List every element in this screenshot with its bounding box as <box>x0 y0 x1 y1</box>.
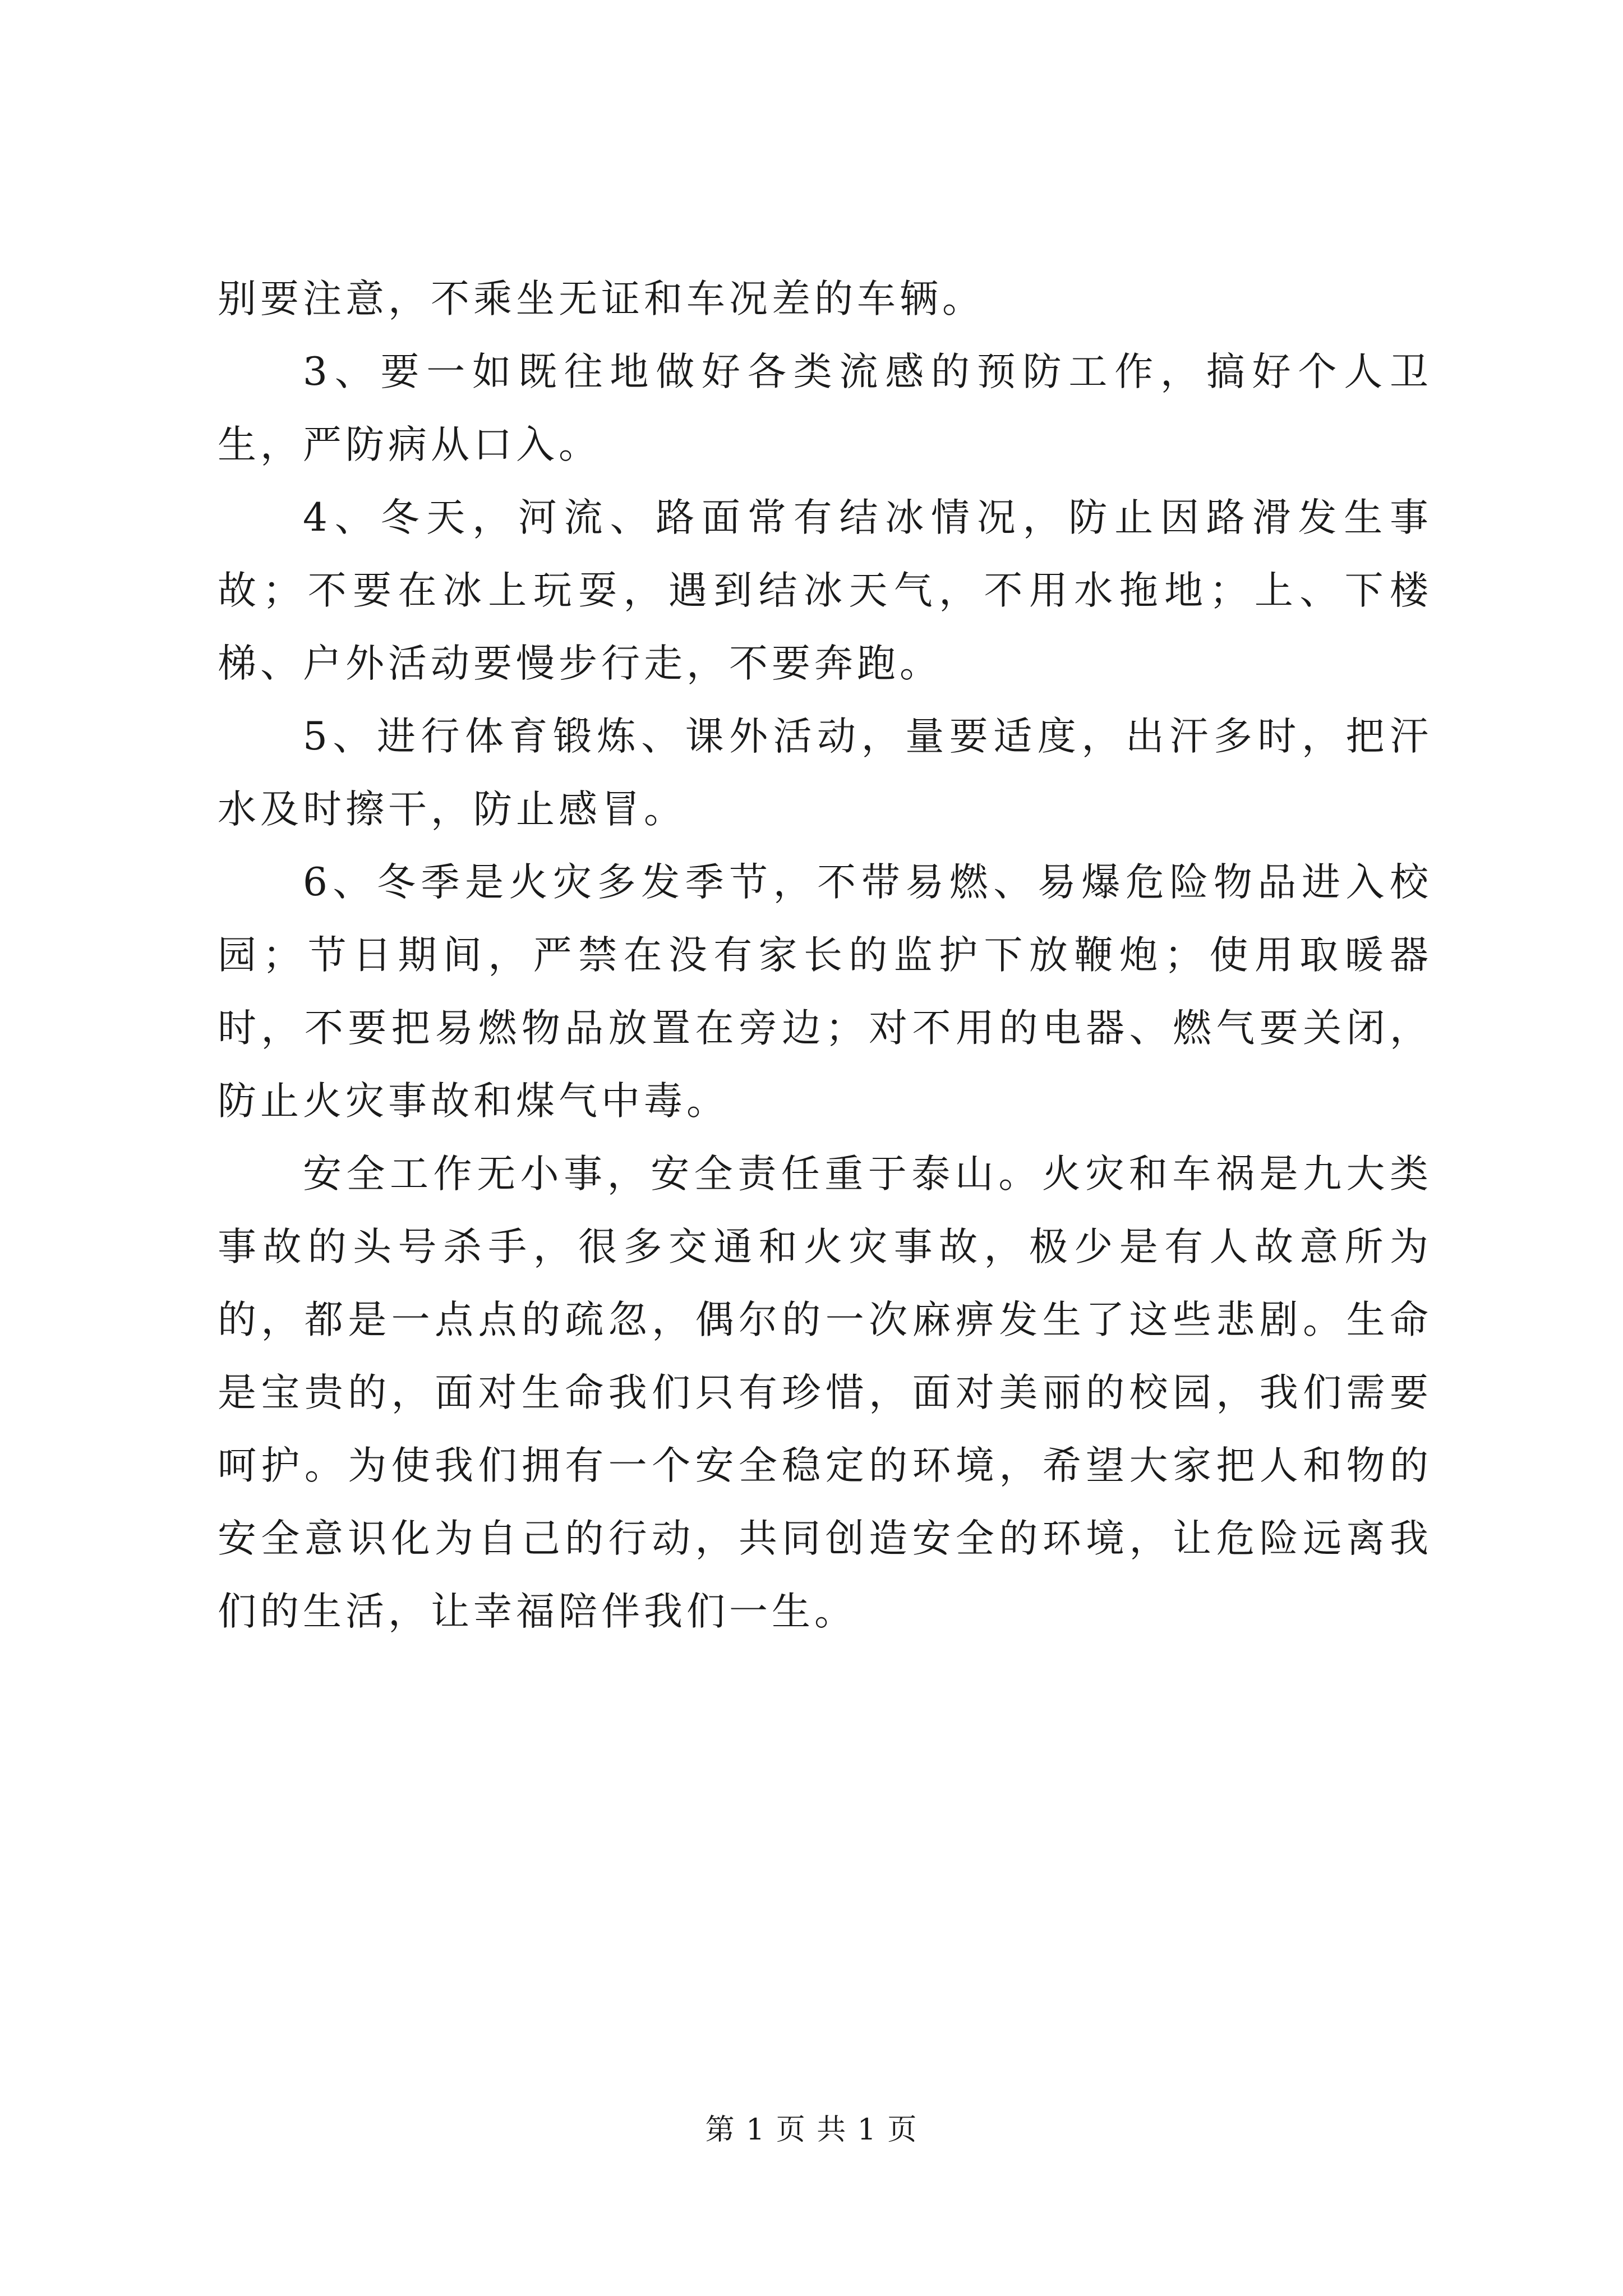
paragraph-item-3: 3、要一如既往地做好各类流感的预防工作，搞好个人卫生，严防病从口入。 <box>218 349 1432 467</box>
paragraph-conclusion: 安全工作无小事，安全责任重于泰山。火灾和车祸是九大类事故的头号杀手，很多交通和火灾事故，极少是有人故意所为的，都是一点点的疏忽，偶尔的一次麻痹发生了这些悲剧。生命是宝贵的，面对生命我们只有珍惜，面对美丽的校园，我们需要呵护。为使我们拥有一个安全稳定的环境，希望大家把人和物的安全意识化为自己的行动，共同创造安全的环境，让危险远离我们的生活，让幸福陪伴我们一生。 <box>218 1152 1432 1634</box>
paragraph-item-4: 4、冬天，河流、路面常有结冰情况，防止因路滑发生事故；不要在冰上玩耍，遇到结冰天气，不用水拖地；上、下楼梯、户外活动要慢步行走，不要奔跑。 <box>218 495 1432 686</box>
paragraph-item-6: 6、冬季是火灾多发季节，不带易燃、易爆危险物品进入校园；节日期间，严禁在没有家长的监护下放鞭炮；使用取暖器时，不要把易燃物品放置在旁边；对不用的电器、燃气要关闭，防止火灾事故和煤气中毒。 <box>218 860 1432 1124</box>
page-footer: 第 1 页 共 1 页 <box>705 2113 918 2147</box>
document-body <box>218 263 1432 1648</box>
paragraph-item-5: 5、进行体育锻炼、课外活动，量要适度，出汗多时，把汗水及时擦干，防止感冒。 <box>218 714 1432 832</box>
paragraph-continuation: 别要注意，不乘坐无证和车况差的车辆。 <box>218 277 985 321</box>
